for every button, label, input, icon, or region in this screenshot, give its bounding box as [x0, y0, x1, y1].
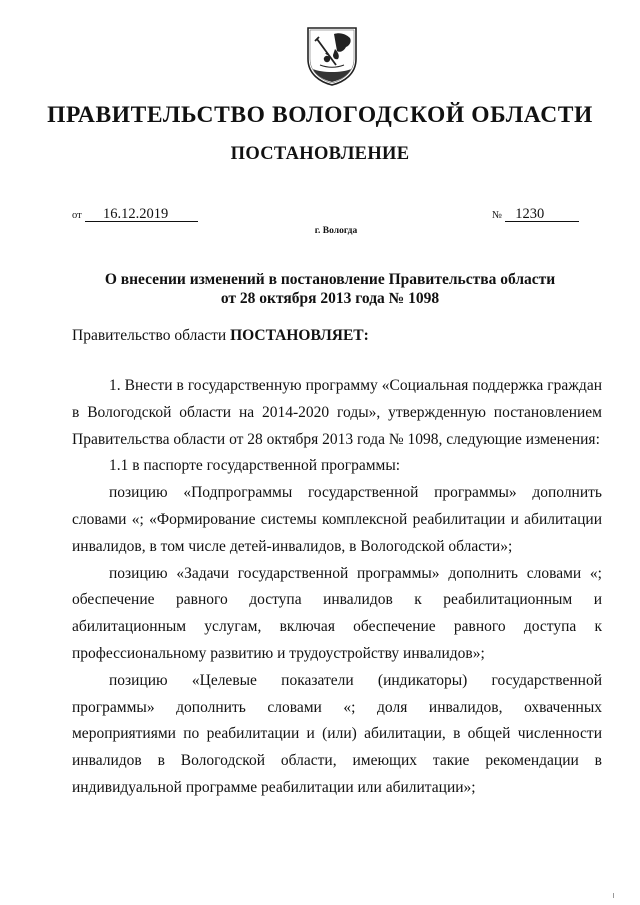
document-type: ПОСТАНОВЛЕНИЕ: [230, 144, 410, 164]
subject-line-2: от 28 октября 2013 года № 1098: [220, 290, 440, 307]
paragraph-1: 1. Внести в государственную программу «Социальная поддержка граждан в Вологодской области на 2014-2020 годы», утвержденную постановлением Правительства области от 28 октября 2013 года № 1098, следующие изменения:: [72, 377, 602, 448]
number-value: 1230: [505, 207, 579, 222]
date-value: 16.12.2019: [85, 207, 198, 222]
government-title: ПРАВИТЕЛЬСТВО ВОЛОГОДСКОЙ ОБЛАСТИ: [47, 102, 593, 128]
subject-line-1: О внесении изменений в постановление Правительства области: [104, 271, 556, 288]
intro-decree-word: ПОСТАНОВЛЯЕТ:: [230, 327, 369, 344]
page-corner-mark: [613, 893, 614, 898]
date-label: от: [72, 210, 82, 221]
city: г. Вологда: [314, 226, 358, 236]
document-body: [72, 373, 602, 802]
document-number: [492, 206, 579, 222]
intro-prefix: Правительство области: [72, 327, 231, 344]
paragraph-2: 1.1 в паспорте государственной программы:: [109, 457, 401, 475]
paragraph-4: позицию «Задачи государственной программы» дополнить словами «; обеспечение равного доступа инвалидов к реабилитационным и абилитационным услугам, включая обеспечение равного доступа к профессиональному развитию и трудоустройству инвалидов»;: [72, 564, 602, 662]
document-date: [72, 206, 198, 222]
paragraph-3: позицию «Подпрограммы государственной программы» дополнить словами «; «Формирование системы комплексной реабилитации и абилитации инвалидов, в том числе детей-инвалидов, в Вологодской области»;: [72, 484, 602, 555]
vologda-coat-of-arms-icon: [304, 25, 360, 87]
decree-intro: [72, 327, 602, 345]
number-label: №: [492, 210, 503, 221]
paragraph-5: позицию «Целевые показатели (индикаторы) государственной программы» дополнить словами «; доля инвалидов, охваченных мероприятиями по реабилитации и (или) абилитации, в общей численности инвалидов в Вологодской области, имеющих такие рекомендации в индивидуальной программе реабилитации или абилитации»;: [72, 671, 602, 796]
document-subject: [80, 270, 580, 308]
